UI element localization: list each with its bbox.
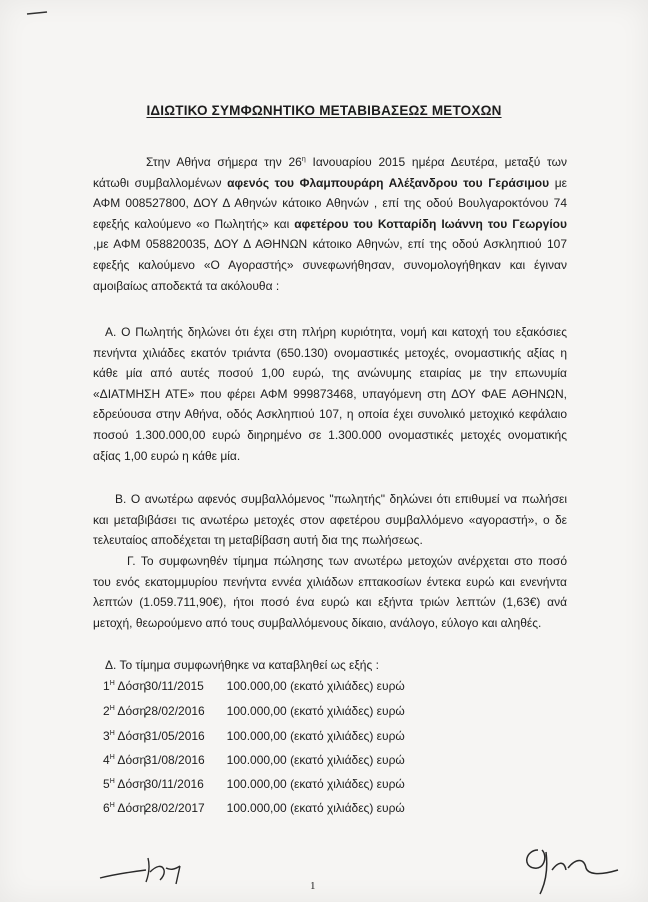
buyer-signature <box>488 840 638 896</box>
installment-row: $4^H$ Δόση 31/08/2016 100.000,00 (εκατό χιλιάδες) ευρώ <box>103 753 405 767</box>
clause-a: Α. Ο Πωλητής δηλώνει ότι έχει στη πλήρη κυριότητα, νομή και κατοχή του εξακόσιες πενήντα χιλιάδες εκατόν τριάντα (650.130) ονομαστικές μετοχές, ονομαστικής αξίας η κάθε μία από αυτές ποσού 1,00 ευρώ, της ανώνυμης εταιρίας με την επωνυμία «ΔΙΑΤΜΗΣΗ ΑΤΕ» που φέρει ΑΦΜ 999873468, υπαγόμενη στη ΔΟΥ ΦΑΕ ΑΘΗΝΩΝ, εδρεύουσα στην Αθήνα, οδός Ασκληπιού 107, η οποία έχει συνολικό μετοχικό κεφάλαιο ποσού 1.300.000,00 ευρώ διηρημένο σε 1.300.000 ονομαστικές μετοχές ονοματικής αξίας 1,00 ευρώ η κάθε μία. <box>93 325 567 463</box>
clause-c: Γ. Το συμφωνηθέν τίμημα πώλησης των ανωτέρω μετοχών ανέρχεται στο ποσό του ενός εκατομμυρίου πενήντα εννέα χιλιάδων επτακοσίων έντεκα ευρώ και ενενήντα λεπτών (1.059.711,90€), ήτοι ποσό ένα ευρώ και εξήντα τριών λεπτών (1,63€) ανά μετοχή, θεωρούμενο από τους συμβαλλόμενους δίκαιο, ανάλογο, εύλογο και αληθές. <box>93 554 567 630</box>
installment-row: $5^H$ Δόση 30/11/2016 100.000,00 (εκατό χιλιάδες) ευρώ <box>103 777 405 791</box>
installment-row: $1^H$ Δόση 30/11/2015 100.000,00 (εκατό χιλιάδες) ευρώ <box>103 679 405 693</box>
seller-signature <box>96 848 216 888</box>
clause-d: Δ. Το τίμημα συμφωνήθηκε να καταβληθεί ως εξής : <box>105 658 379 672</box>
installment-row: $2^H$ Δόση 28/02/2016 100.000,00 (εκατό χιλιάδες) ευρώ <box>103 704 405 718</box>
page-number: 1 <box>310 880 316 892</box>
corner-pen-mark <box>26 10 48 16</box>
installment-row: $3^H$ Δόση 31/05/2016 100.000,00 (εκατό χιλιάδες) ευρώ <box>103 729 405 743</box>
clause-b: Β. Ο ανωτέρω αφενός συμβαλλόμενος "πωλητής" δηλώνει ότι επιθυμεί να πωλήσει και μεταβιβάσει τις ανωτέρω μετοχές στον αφετέρου συμβαλλόμενο «αγοραστή», ο δε τελευταίος αποδέχεται τη μεταβίβαση αυτή δια της πωλήσεως. <box>93 492 567 548</box>
document-title: ΙΔΙΩΤΙΚΟ ΣΥΜΦΩΝΗΤΙΚΟ ΜΕΤΑΒΙΒΑΣΕΩΣ ΜΕΤΟΧΩΝ <box>146 103 502 118</box>
buyer-name: αφετέρου του Κοτταρίδη Ιωάννη του Γεωργίου <box>294 216 568 231</box>
seller-name: αφενός του Φλαμπουράρη Αλέξανδρου του Γεράσιμου <box>227 175 550 190</box>
installment-row: $6^H$ Δόση 28/02/2017 100.000,00 (εκατό χιλιάδες) ευρώ <box>103 801 405 815</box>
intro-paragraph: Στην Αθήνα σήμερα την $26^\eta$ Ιανουαρίου 2015 ημέρα Δευτέρα, μεταξύ των κάτωθι συμβαλλομένων αφενός του Φλαμπουράρη Αλέξανδρου του Γεράσιμου με ΑΦΜ 008527800, ΔΟΥ Δ Αθηνών κάτοικο Αθηνών , επί της οδού Βουλγαροκτόνου 74 εφεξής καλούμενο «ο Πωλητής» και αφετέρου του Κοτταρίδη Ιωάννη του Γεωργίου ,με ΑΦΜ 058820035, ΔΟΥ Δ ΑΘΗΝΩΝ κάτοικο Αθηνών, επί της οδού Ασκληπιού 107 εφεξής καλούμενο «Ο Αγοραστής» συνεφωνήθησαν, συνομολογήθηκαν και έγιναν αμοιβαίως αποδεκτά τα ακόλουθα : <box>93 155 568 293</box>
